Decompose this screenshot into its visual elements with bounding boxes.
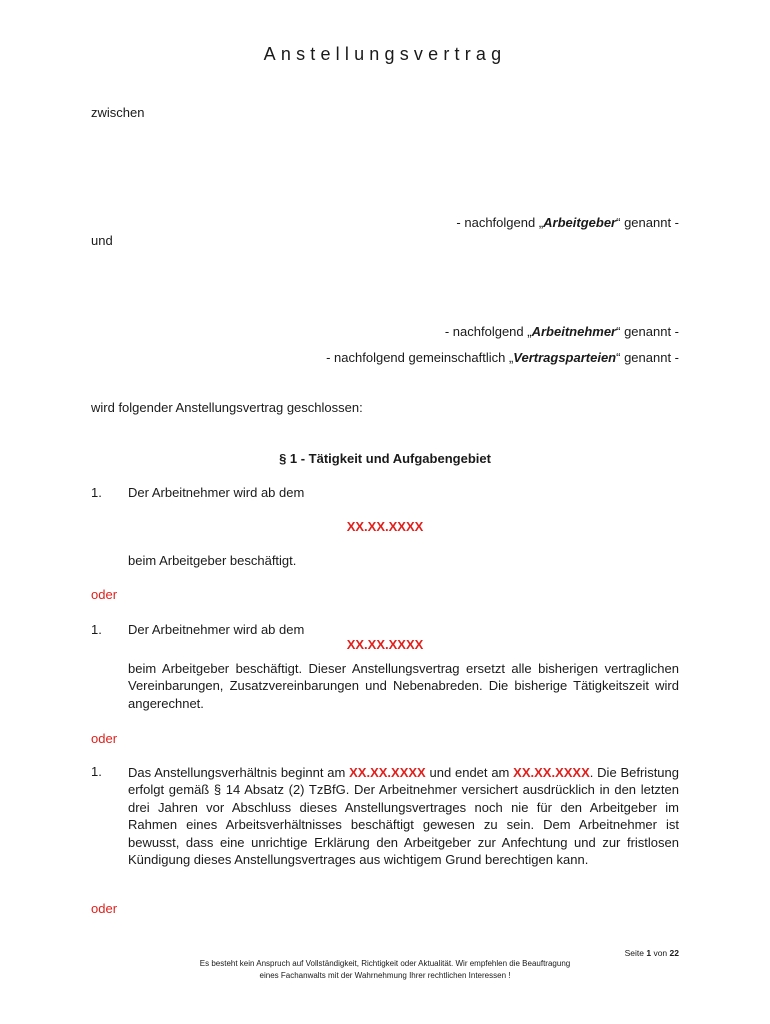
employee-prefix: - nachfolgend „ <box>444 324 532 339</box>
alternative-label: oder <box>91 901 118 916</box>
page-number <box>625 948 679 958</box>
document-title: Anstellungsvertrag <box>263 44 507 64</box>
page-total: 22 <box>669 948 679 958</box>
parties-term: Vertragsparteien <box>513 350 617 365</box>
employee-term: Arbeitnehmer <box>531 324 617 339</box>
disclaimer-line: Es besteht kein Anspruch auf Vollständigkeit, Richtigkeit oder Aktualität. Wir empfehlen die Beauftragung <box>199 959 571 968</box>
employee-designation <box>445 324 679 339</box>
employer-designation <box>456 215 679 230</box>
placeholder-date: XX.XX.XXXX <box>513 765 590 780</box>
alternative-label: oder <box>91 731 118 746</box>
page-sep: von <box>653 948 668 958</box>
employer-prefix: - nachfolgend „ <box>456 215 544 230</box>
placeholder-date: XX.XX.XXXX <box>346 519 424 534</box>
item-body-text <box>128 764 679 868</box>
parties-suffix: “ genannt - <box>616 350 679 365</box>
placeholder-date: XX.XX.XXXX <box>346 637 424 652</box>
body-part: Das Anstellungsverhältnis beginnt am <box>128 765 350 780</box>
footer-disclaimer <box>90 958 680 982</box>
page-current: 1 <box>646 948 652 958</box>
item-number: 1. <box>91 485 102 500</box>
parties-prefix: - nachfolgend gemeinschaftlich „ <box>326 350 514 365</box>
alternative-label: oder <box>91 587 118 602</box>
employer-term: Arbeitgeber <box>543 215 617 230</box>
section-heading: § 1 - Tätigkeit und Aufgabengebiet <box>279 451 491 466</box>
parties-designation <box>326 350 679 365</box>
zwischen-label: zwischen <box>91 105 145 120</box>
body-part: . Die Befristung erfolgt gemäß § 14 Absatz (2) TzBfG. Der Arbeitnehmer versichert ausdrücklich in den letzten drei Jahren vor Abschluss dieses Anstellungsvertrages noch nie für den Arbeitgeber im Rahmen eines Arbeitsverhältnisses beschäftigt gewesen zu sein. Dem Arbeitnehmer ist bewusst, dass eine unrichtige Erklärung den Arbeitgeber zur Anfechtung und zur fristlosen Kündigung dieses Anstellungsvertrages aus wichtigem Grund berechtigen kann. <box>128 765 679 868</box>
body-part: und endet am <box>425 765 514 780</box>
placeholder-date: XX.XX.XXXX <box>349 765 426 780</box>
item-lead-text: Der Arbeitnehmer wird ab dem <box>128 485 305 500</box>
item-number: 1. <box>91 764 102 779</box>
employee-suffix: “ genannt - <box>616 324 679 339</box>
intro-sentence: wird folgender Anstellungsvertrag geschlossen: <box>91 400 363 415</box>
page-label: Seite <box>624 948 644 958</box>
item-body-text: beim Arbeitgeber beschäftigt. Dieser Anstellungsvertrag ersetzt alle bisherigen vertraglichen Vereinbarungen, Zusatzvereinbarungen und Nebenabreden. Die bisherige Tätigkeitszeit wird angerechnet. <box>128 661 679 711</box>
item-tail-text: beim Arbeitgeber beschäftigt. <box>128 553 297 568</box>
disclaimer-line: eines Fachanwalts mit der Wahrnehmung Ihrer rechtlichen Interessen ! <box>259 971 511 980</box>
item-number: 1. <box>91 622 102 637</box>
und-label: und <box>91 233 113 248</box>
item-lead-text: Der Arbeitnehmer wird ab dem <box>128 622 305 637</box>
employer-suffix: “ genannt - <box>616 215 679 230</box>
